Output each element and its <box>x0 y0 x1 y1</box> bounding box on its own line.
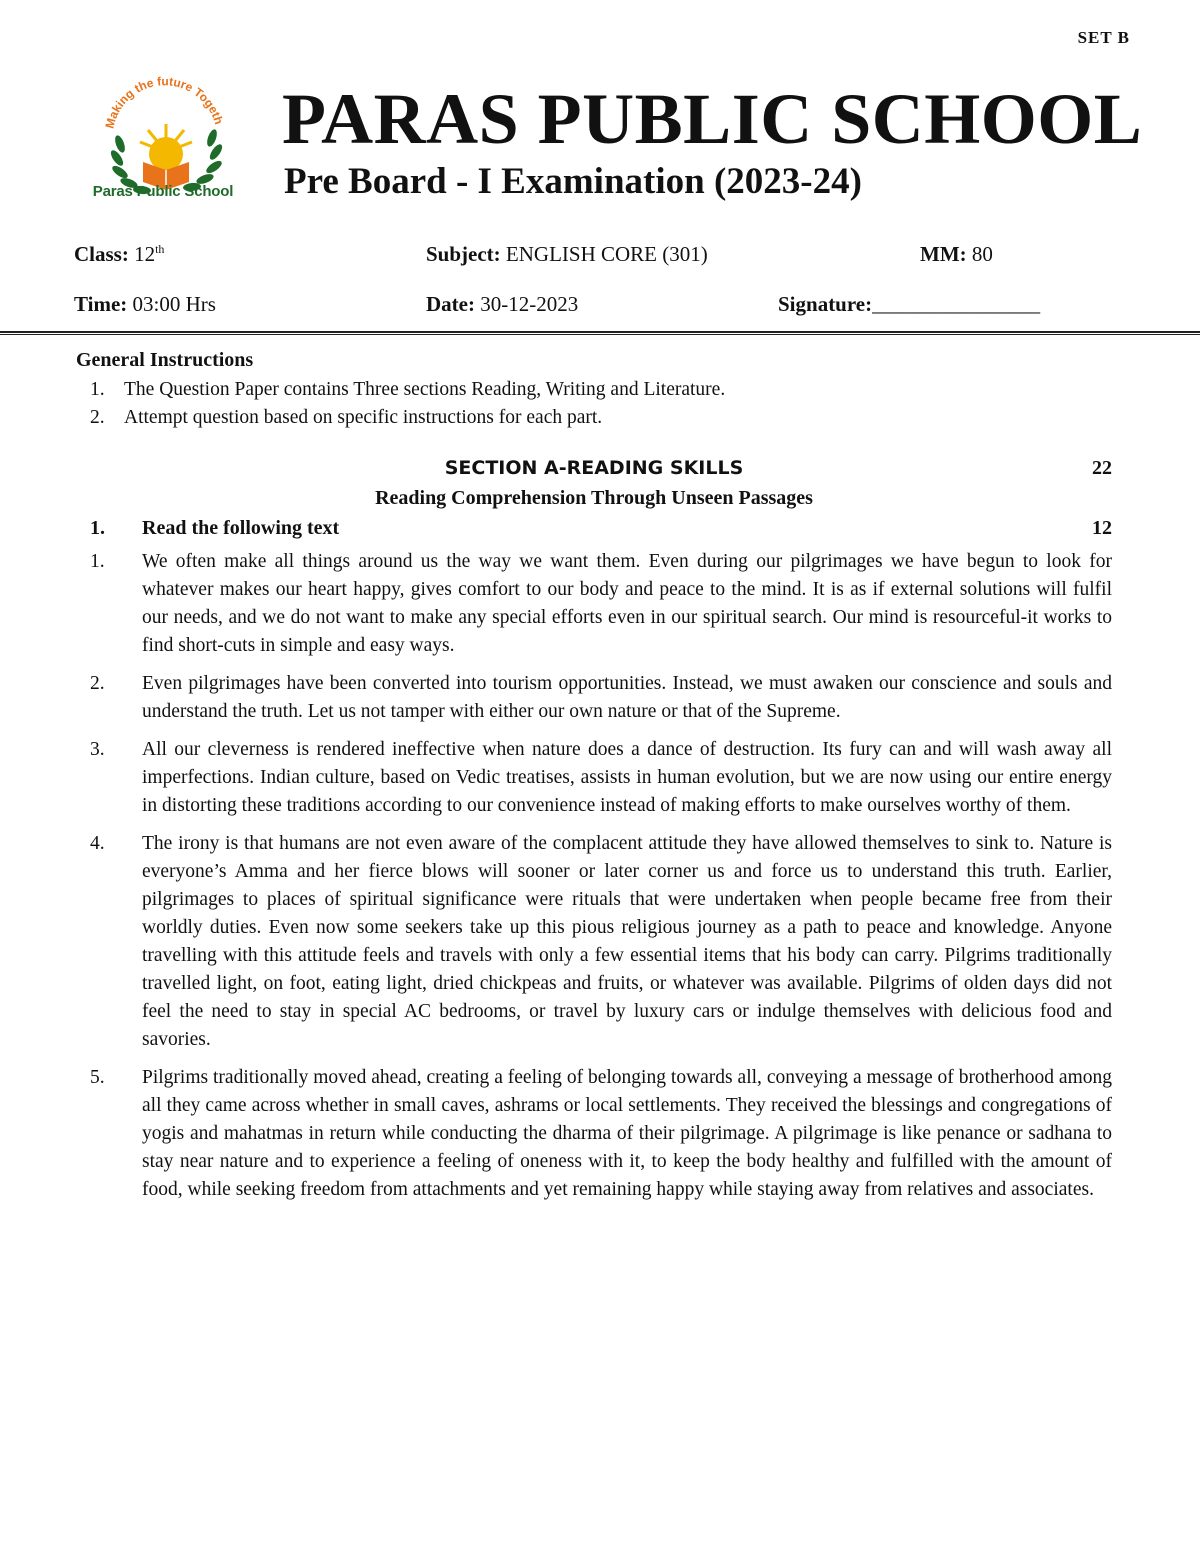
instructions-title: General Instructions <box>76 349 254 371</box>
passage-paragraph: 4. The irony is that humans are not even aware of the complacent attitude they have allowed themselves to sink to. Nature is everyone’s Amma and her fierce blows will sooner or later corner us and force us to understand this truth. Earlier, pilgrimages to places of spiritual significance were rituals that were undertaken when people became free from their worldly duties. Even now some seekers take up this pious religious journey as a path to peace and knowledge. Anyone travelling with this attitude feels and travels with only a few essential items that his body can carry. Pilgrims traditionally travelled light, on foot, eating light, dried chickpeas and fruits, or whatever was available. Pilgrims of olden days did not feel the need to stay in special AC bedrooms, or travel by luxury cars or indulge themselves with delicious food and savories. <box>90 833 1112 1050</box>
header-divider <box>0 331 1200 333</box>
time-field: Time: 03:00 Hrs <box>74 292 216 316</box>
paper-body <box>76 346 1112 1214</box>
instruction-item: 2. Attempt question based on specific instructions for each part. <box>90 407 603 428</box>
section-a-header <box>76 454 1112 484</box>
logo-caption: Paras Public School <box>92 183 234 200</box>
question-1-header: 1. Read the following text 12 <box>90 517 1112 539</box>
header-divider-secondary <box>0 334 1200 335</box>
subject-field: Subject: ENGLISH CORE (301) <box>426 242 708 266</box>
signature-field: Signature:________________ <box>778 292 1041 316</box>
section-a-title: SECTION A-READING SKILLS <box>444 457 744 479</box>
passage-paragraph: 1. We often make all things around us the way we want them. Even during our pilgrimages we have begun to look for whatever makes our heart happy, gives comfort to our body and peace to the mind. It is as if external solutions will fulfil our needs, and we do not want to make any special efforts even in our spiritual search. Our mind is resourceful-it works to find short-cuts in simple and easy ways. <box>90 551 1112 656</box>
section-a-subtitle: Reading Comprehension Through Unseen Passages <box>375 487 813 509</box>
instructions-list <box>76 376 1112 432</box>
school-name: PARAS PUBLIC SCHOOL <box>282 79 1143 159</box>
section-a-marks: 22 <box>1092 457 1112 479</box>
class-field: Class: 12th <box>74 242 165 266</box>
passage-paragraph: 3. All our cleverness is rendered ineffective when nature does a dance of destruction. Its fury can and will wash away all imperfections. Indian culture, based on Vedic treatises, assists in human evolution, but we are now using our entire energy in distorting these traditions according to our convenience instead of making efforts to make ourselves worthy of them. <box>90 739 1112 816</box>
instruction-item: 1. The Question Paper contains Three sections Reading, Writing and Literature. <box>90 379 726 400</box>
date-field: Date: 30-12-2023 <box>426 292 579 316</box>
passage <box>76 548 1112 1204</box>
exam-name: Pre Board - I Examination (2023-24) <box>284 161 862 202</box>
set-label: SET B <box>1077 28 1130 47</box>
passage-paragraph: 5. Pilgrims traditionally moved ahead, creating a feeling of belonging towards all, conveying a message of brotherhood among all they came across whether in small caves, ashrams or local settlements. They received the blessings and congregations of yogis and mahatmas in return while conducting the dharma of their pilgrimage. A pilgrimage is like penance or sadhana to stay near nature and to experience a feeling of oneness with it, to keep the body healthy and fulfilled with the amount of food, while seeking freedom from attachments and yet remaining happy while staying away from relatives and associates. <box>90 1067 1112 1200</box>
max-marks-field: MM: 80 <box>920 242 993 266</box>
emblem-arc-text: Making the future Togeth <box>102 74 226 130</box>
passage-paragraph: 2. Even pilgrimages have been converted into tourism opportunities. Instead, we must awaken our conscience and souls and understand the truth. Let us not tamper with either our own nature or that of the Supreme. <box>90 673 1112 722</box>
